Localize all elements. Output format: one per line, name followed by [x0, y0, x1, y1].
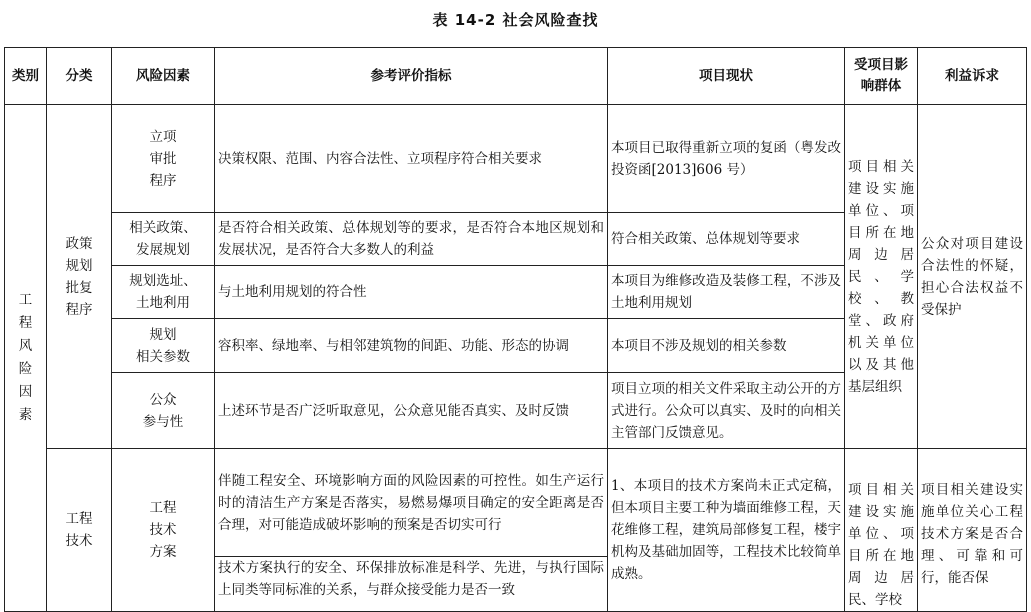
category-cell: 工 程 风 险 因 素: [5, 105, 47, 612]
table-title: 表 14-2 社会风险查找: [432, 11, 599, 29]
status-cell: 本项目已取得重新立项的复函（粤发改投资函[2013]606 号）: [608, 105, 845, 213]
factor-cell: 规划选址、 土地利用: [112, 266, 215, 319]
header-row: [5, 48, 1027, 105]
factor-cell: 规划 相关参数: [112, 319, 215, 373]
factor-cell: 立项 审批 程序: [112, 105, 215, 213]
factor-cell: 公众 参与性: [112, 373, 215, 449]
status-cell: 符合相关政策、总体规划等要求: [608, 213, 845, 266]
factor-cell: 工程 技术 方案: [112, 449, 215, 612]
social-risk-table: [4, 47, 1027, 612]
indicator-cell: 上述环节是否广泛听取意见，公众意见能否真实、及时反馈: [215, 373, 608, 449]
header-demand: 利益诉求: [918, 48, 1027, 105]
indicator-cell: 容积率、绿地率、与相邻建筑物的间距、功能、形态的协调: [215, 319, 608, 373]
affected-group-tech: 项目相关建设实施单位、项目所在地周边居民、学校: [845, 449, 918, 612]
indicator-cell: 决策权限、范围、内容合法性、立项程序符合相关要求: [215, 105, 608, 213]
header-class: 分类: [47, 48, 112, 105]
indicator-cell: 伴随工程安全、环境影响方面的风险因素的可控性。如生产运行时的清洁生产方案是否落实，易燃易爆项目确定的安全距离是否合理，对可能造成破坏影响的预案是否切实可行: [215, 449, 608, 557]
status-cell: 本项目为维修改造及装修工程，不涉及土地利用规划: [608, 266, 845, 319]
status-cell: 项目立项的相关文件采取主动公开的方式进行。公众可以真实、及时的向相关主管部门反馈意见。: [608, 373, 845, 449]
demand-policy: 公众对项目建设合法性的怀疑，担心合法权益不受保护: [918, 105, 1027, 449]
indicator-cell: 技术方案执行的安全、环保排放标准是科学、先进，与执行国际上同类等同标准的关系，与群众接受能力是否一致: [215, 557, 608, 612]
group-name-policy: 政策 规划 批复 程序: [47, 105, 112, 449]
status-cell: 1、本项目的技术方案尚未正式定稿，但本项目主要工种为墙面维修工程，天花维修工程，建筑局部修复工程，楼宇机构及基础加固等，工程技术比较简单成熟。: [608, 449, 845, 612]
header-status: 项目现状: [608, 48, 845, 105]
indicator-cell: 是否符合相关政策、总体规划等的要求，是否符合本地区规划和发展状况，是否符合大多数人的利益: [215, 213, 608, 266]
header-affected: 受项目影响群体: [845, 48, 918, 105]
affected-group-policy: 项目相关建设实施单位、项目所在地周边居民、学校、教堂、政府机关单位以及其他基层组织: [845, 105, 918, 449]
factor-cell: 相关政策、 发展规划: [112, 213, 215, 266]
header-category: 类别: [5, 48, 47, 105]
table-row: [5, 449, 1027, 557]
table-row: [5, 105, 1027, 213]
demand-tech: 项目相关建设实施单位关心工程技术方案是否合理、可靠和可行，能否保: [918, 449, 1027, 612]
group-name-tech: 工程 技术: [47, 449, 112, 612]
indicator-cell: 与土地利用规划的符合性: [215, 266, 608, 319]
header-indicator: 参考评价指标: [215, 48, 608, 105]
status-cell: 本项目不涉及规划的相关参数: [608, 319, 845, 373]
header-factor: 风险因素: [112, 48, 215, 105]
